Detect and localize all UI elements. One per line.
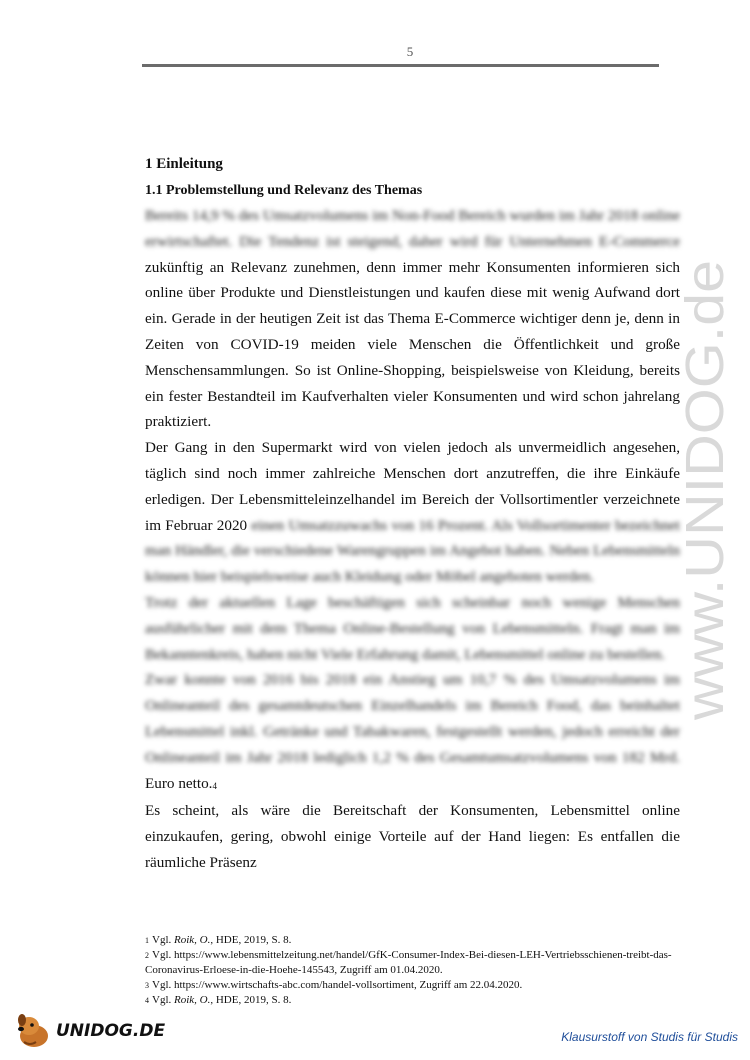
paragraph-5: Es scheint, als wäre die Bereitschaft der Konsumenten, Lebensmittel online einzukaufen, gering, obwohl einige Vorteile auf der Hand liegen: Es entfallen die räumliche Präsenz <box>145 802 680 871</box>
visible-text: Der Gang in den Supermarkt wird von vielen jedoch als unvermeidlich angesehen, täglich sind noch immer zahlreiche Menschen dort anzutreffen, die ihre Einkäufe erledigen. Der Lebensmitteleinzelhandel im Bereich der Vollsortimentler verzeichnete im Februar 2020 <box>145 439 680 534</box>
paragraph-2 <box>145 435 680 590</box>
footnotes <box>145 933 705 1008</box>
watermark <box>645 250 745 730</box>
footnote-text: Vgl. https://www.lebensmittelzeitung.net/handel/GfK-Consumer-Index-Bei-diesen-LEH-Vertriebsschienen-treibt-das-Coronavirus-Erloese-in-die-Hoehe-145543, Zugriff am 01.04.2020. <box>145 949 672 977</box>
paragraph-3: Trotz der aktuellen Lage beschäftigen sich scheinbar noch wenige Menschen ausführlicher mit dem Thema Online-Bestellung von Lebensmitteln. Fragt man im Bekanntenkreis, haben nicht Viele Erfahrung damit, Lebensmittel online zu bestellen. <box>145 593 680 663</box>
footnote-ref: 4 <box>212 780 217 791</box>
page-number: 5 <box>406 44 414 59</box>
chapter-heading: 1 Einleitung <box>145 156 223 172</box>
footnote-author: Roik, O. <box>174 934 211 946</box>
footnote-text: Vgl. <box>152 993 174 1006</box>
footnote-2 <box>145 948 705 977</box>
logo-text: UNIDOG.DE <box>56 1021 166 1041</box>
paragraph-1 <box>145 203 680 435</box>
footnote-number: 3 <box>145 980 149 990</box>
visible-text: zukünftig an Relevanz zunehmen, denn immer mehr Konsumenten informieren sich online über Produkte und Dienstleistungen und kaufen diese mit wenig Aufwand dort ein. Gerade in der heutigen Zeit ist das Thema E-Commerce wichtiger denn je, denn in Zeiten von COVID-19 meiden viele Menschen die Öffentlichkeit und große Menschensammlungen. So ist Online-Shopping, beispielsweise von Kleidung, bereits ein fester Bestandteil im Kaufverhalten vieler Konsumenten und wird schon jahrelang praktiziert. <box>145 258 680 431</box>
footnote-text: Vgl. https://www.wirtschafts-abc.com/handel-vollsortiment, Zugriff am 22.04.2020. <box>152 978 523 991</box>
footnote-number: 4 <box>145 995 149 1005</box>
footnote-3 <box>145 978 705 993</box>
watermark-text: www.UNIDOG.de <box>675 299 735 720</box>
footnote-text: Vgl. <box>152 934 174 946</box>
header-rule <box>142 64 659 67</box>
blurred-text: Zwar konnte von 2016 bis 2018 ein Anstieg um 10,7 % des Umsatzvolumens im Onlineanteil des gesamtdeutschen Einzelhandels im Bereich Food, das beinhaltet Lebensmittel inkl. Getränke und Tabakwaren, festgestellt werden, jedoch erreicht der Onlineanteil im Jahr 2018 lediglich 1,2 % des Gesamtumsatzvolumens von 182 Mrd. <box>145 671 680 766</box>
visible-text: Euro netto. <box>145 774 213 792</box>
dog-mascot-icon <box>12 1012 62 1050</box>
footnote-author: Roik, O. <box>174 993 211 1006</box>
footnote-1 <box>145 933 705 948</box>
document-body <box>145 156 680 876</box>
footnote-4 <box>145 993 705 1008</box>
blurred-text: einen Umsatzzuwachs von 16 Prozent. Als Vollsortimenter bezeichnet man Händler, die verschiedene Warengruppen im Angebot haben. Neben Lebensmitteln können hier beispielsweise auch Kleidung oder Möbel angeboten werden. <box>145 516 680 586</box>
footnote-text: , HDE, 2019, S. 8. <box>210 993 292 1006</box>
footer-tagline: Klausurstoff von Studis für Studis <box>561 1030 738 1044</box>
blurred-text: Bereits 14,9 % des Umsatzvolumens im Non-Food Bereich wurden im Jahr 2018 online erwirtschaftet. Die Tendenz ist steigend, daher wird für Unternehmen E-Commerce <box>145 207 680 250</box>
paragraph-4 <box>145 667 680 798</box>
footnote-number: 2 <box>145 951 149 961</box>
footnote-number: 1 <box>145 936 149 945</box>
footnote-text: , HDE, 2019, S. 8. <box>210 934 292 946</box>
section-heading: 1.1 Problemstellung und Relevanz des Themas <box>145 183 423 198</box>
unidog-logo <box>12 1012 182 1050</box>
